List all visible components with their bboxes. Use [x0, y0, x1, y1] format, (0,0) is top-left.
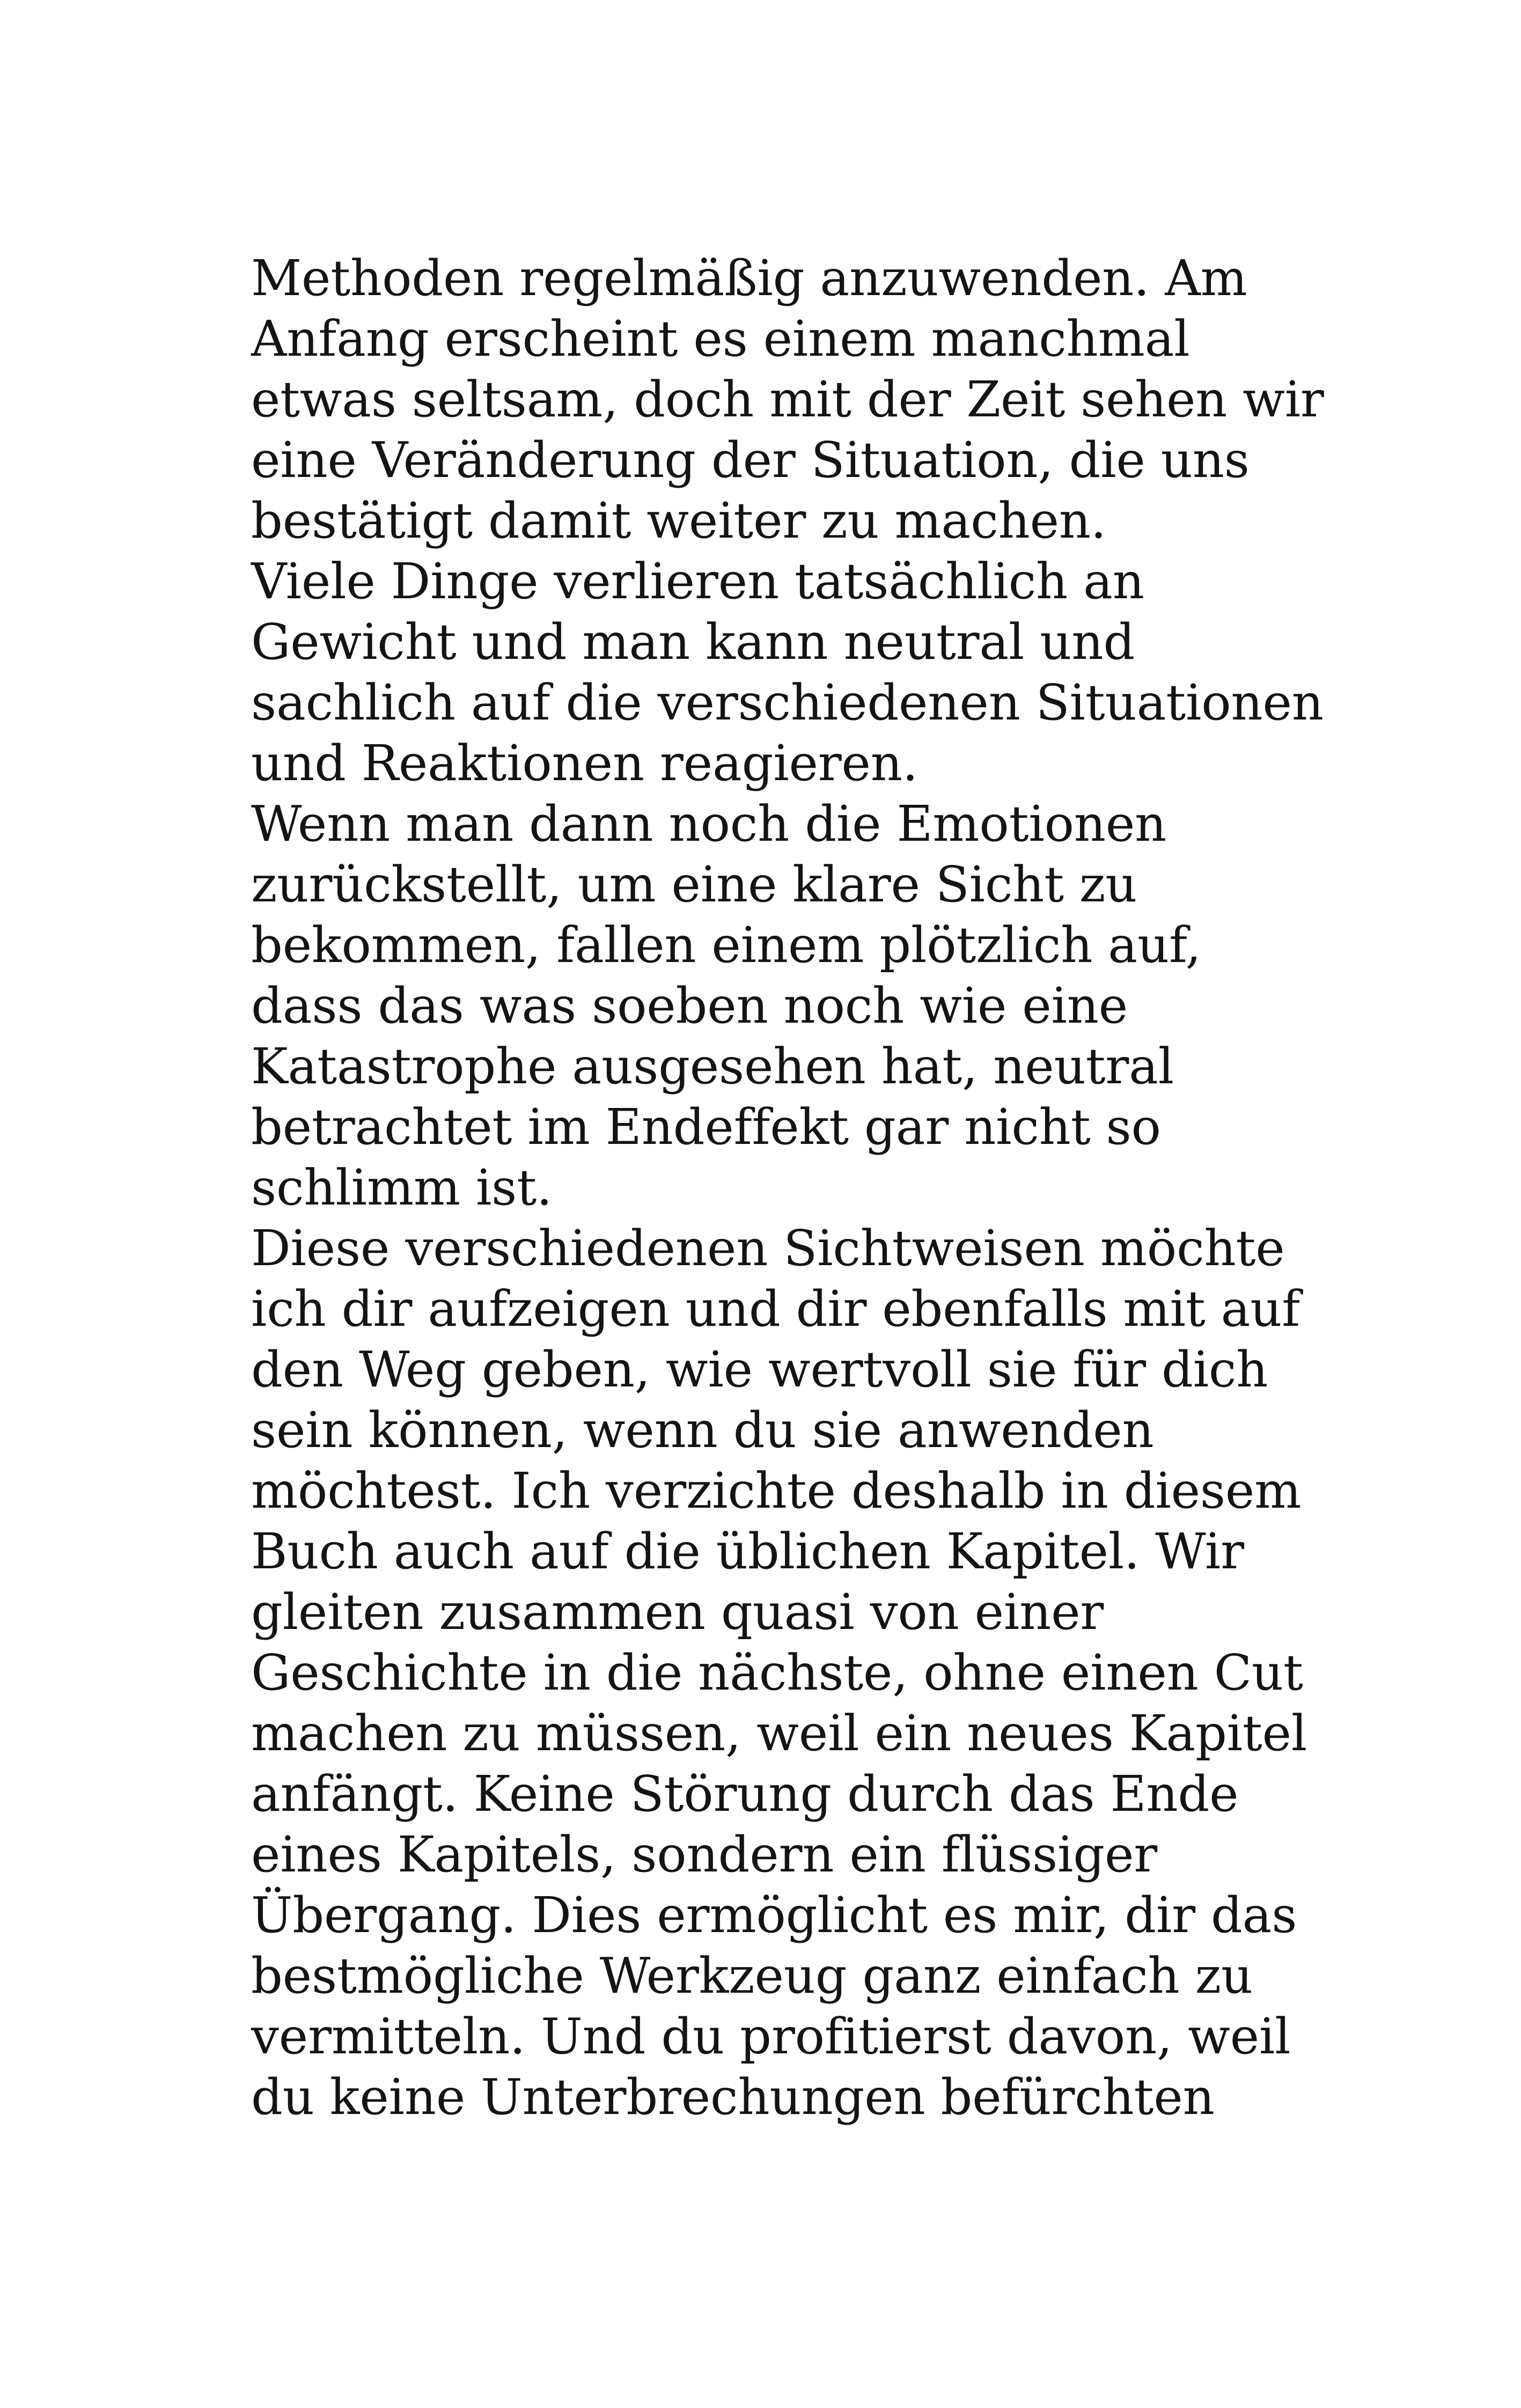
text-line: Buch auch auf die üblichen Kapitel. Wir — [251, 1523, 1244, 1580]
text-line: gleiten zusammen quasi von einer — [251, 1583, 1104, 1641]
text-line: schlimm ist. — [251, 1159, 553, 1216]
text-line: Anfang erscheint es einem manchmal — [251, 310, 1190, 368]
text-line: Diese verschiedenen Sichtweisen möchte — [251, 1220, 1285, 1277]
text-line: Gewicht und man kann neutral und — [251, 613, 1135, 671]
text-line: bestmögliche Werkzeug ganz einfach zu — [251, 1947, 1253, 2005]
text-line: bestätigt damit weiter zu machen. — [251, 492, 1106, 549]
body-text — [251, 248, 1324, 2127]
text-line: möchtest. Ich verzichte deshalb in diesem — [251, 1462, 1302, 1519]
text-line: betrachtet im Endeffekt gar nicht so — [251, 1098, 1161, 1156]
text-line: dass das was soeben noch wie eine — [251, 977, 1128, 1034]
text-line: und Reaktionen reagieren. — [251, 735, 918, 792]
text-line: eine Veränderung der Situation, die uns — [251, 431, 1250, 489]
text-line: etwas seltsam, doch mit der Zeit sehen wir — [251, 371, 1324, 428]
text-line: Viele Dinge verlieren tatsächlich an — [251, 553, 1144, 610]
text-line: anfängt. Keine Störung durch das Ende — [251, 1765, 1239, 1823]
text-line: bekommen, fallen einem plötzlich auf, — [251, 916, 1201, 974]
text-line: machen zu müssen, weil ein neues Kapitel — [251, 1705, 1307, 1762]
text-line: sachlich auf die verschiedenen Situationen — [251, 674, 1324, 731]
text-line: zurückstellt, um eine klare Sicht zu — [251, 856, 1137, 913]
text-line: Geschichte in die nächste, ohne einen Cut — [251, 1644, 1303, 1701]
text-line: Katastrophe ausgesehen hat, neutral — [251, 1038, 1174, 1095]
text-line: Übergang. Dies ermöglicht es mir, dir das — [251, 1886, 1297, 1944]
text-line: vermitteln. Und du profitierst davon, weil — [251, 2008, 1291, 2065]
text-line: Methoden regelmäßig anzuwenden. Am — [251, 249, 1247, 307]
text-line: ich dir aufzeigen und dir ebenfalls mit auf — [251, 1280, 1300, 1338]
text-line: den Weg geben, wie wertvoll sie für dich — [251, 1341, 1268, 1398]
text-line: Wenn man dann noch die Emotionen — [251, 795, 1167, 853]
text-line: eines Kapitels, sondern ein flüssiger — [251, 1826, 1157, 1883]
text-line: sein können, wenn du sie anwenden — [251, 1401, 1154, 1459]
text-line: du keine Unterbrechungen befürchten — [251, 2068, 1215, 2126]
